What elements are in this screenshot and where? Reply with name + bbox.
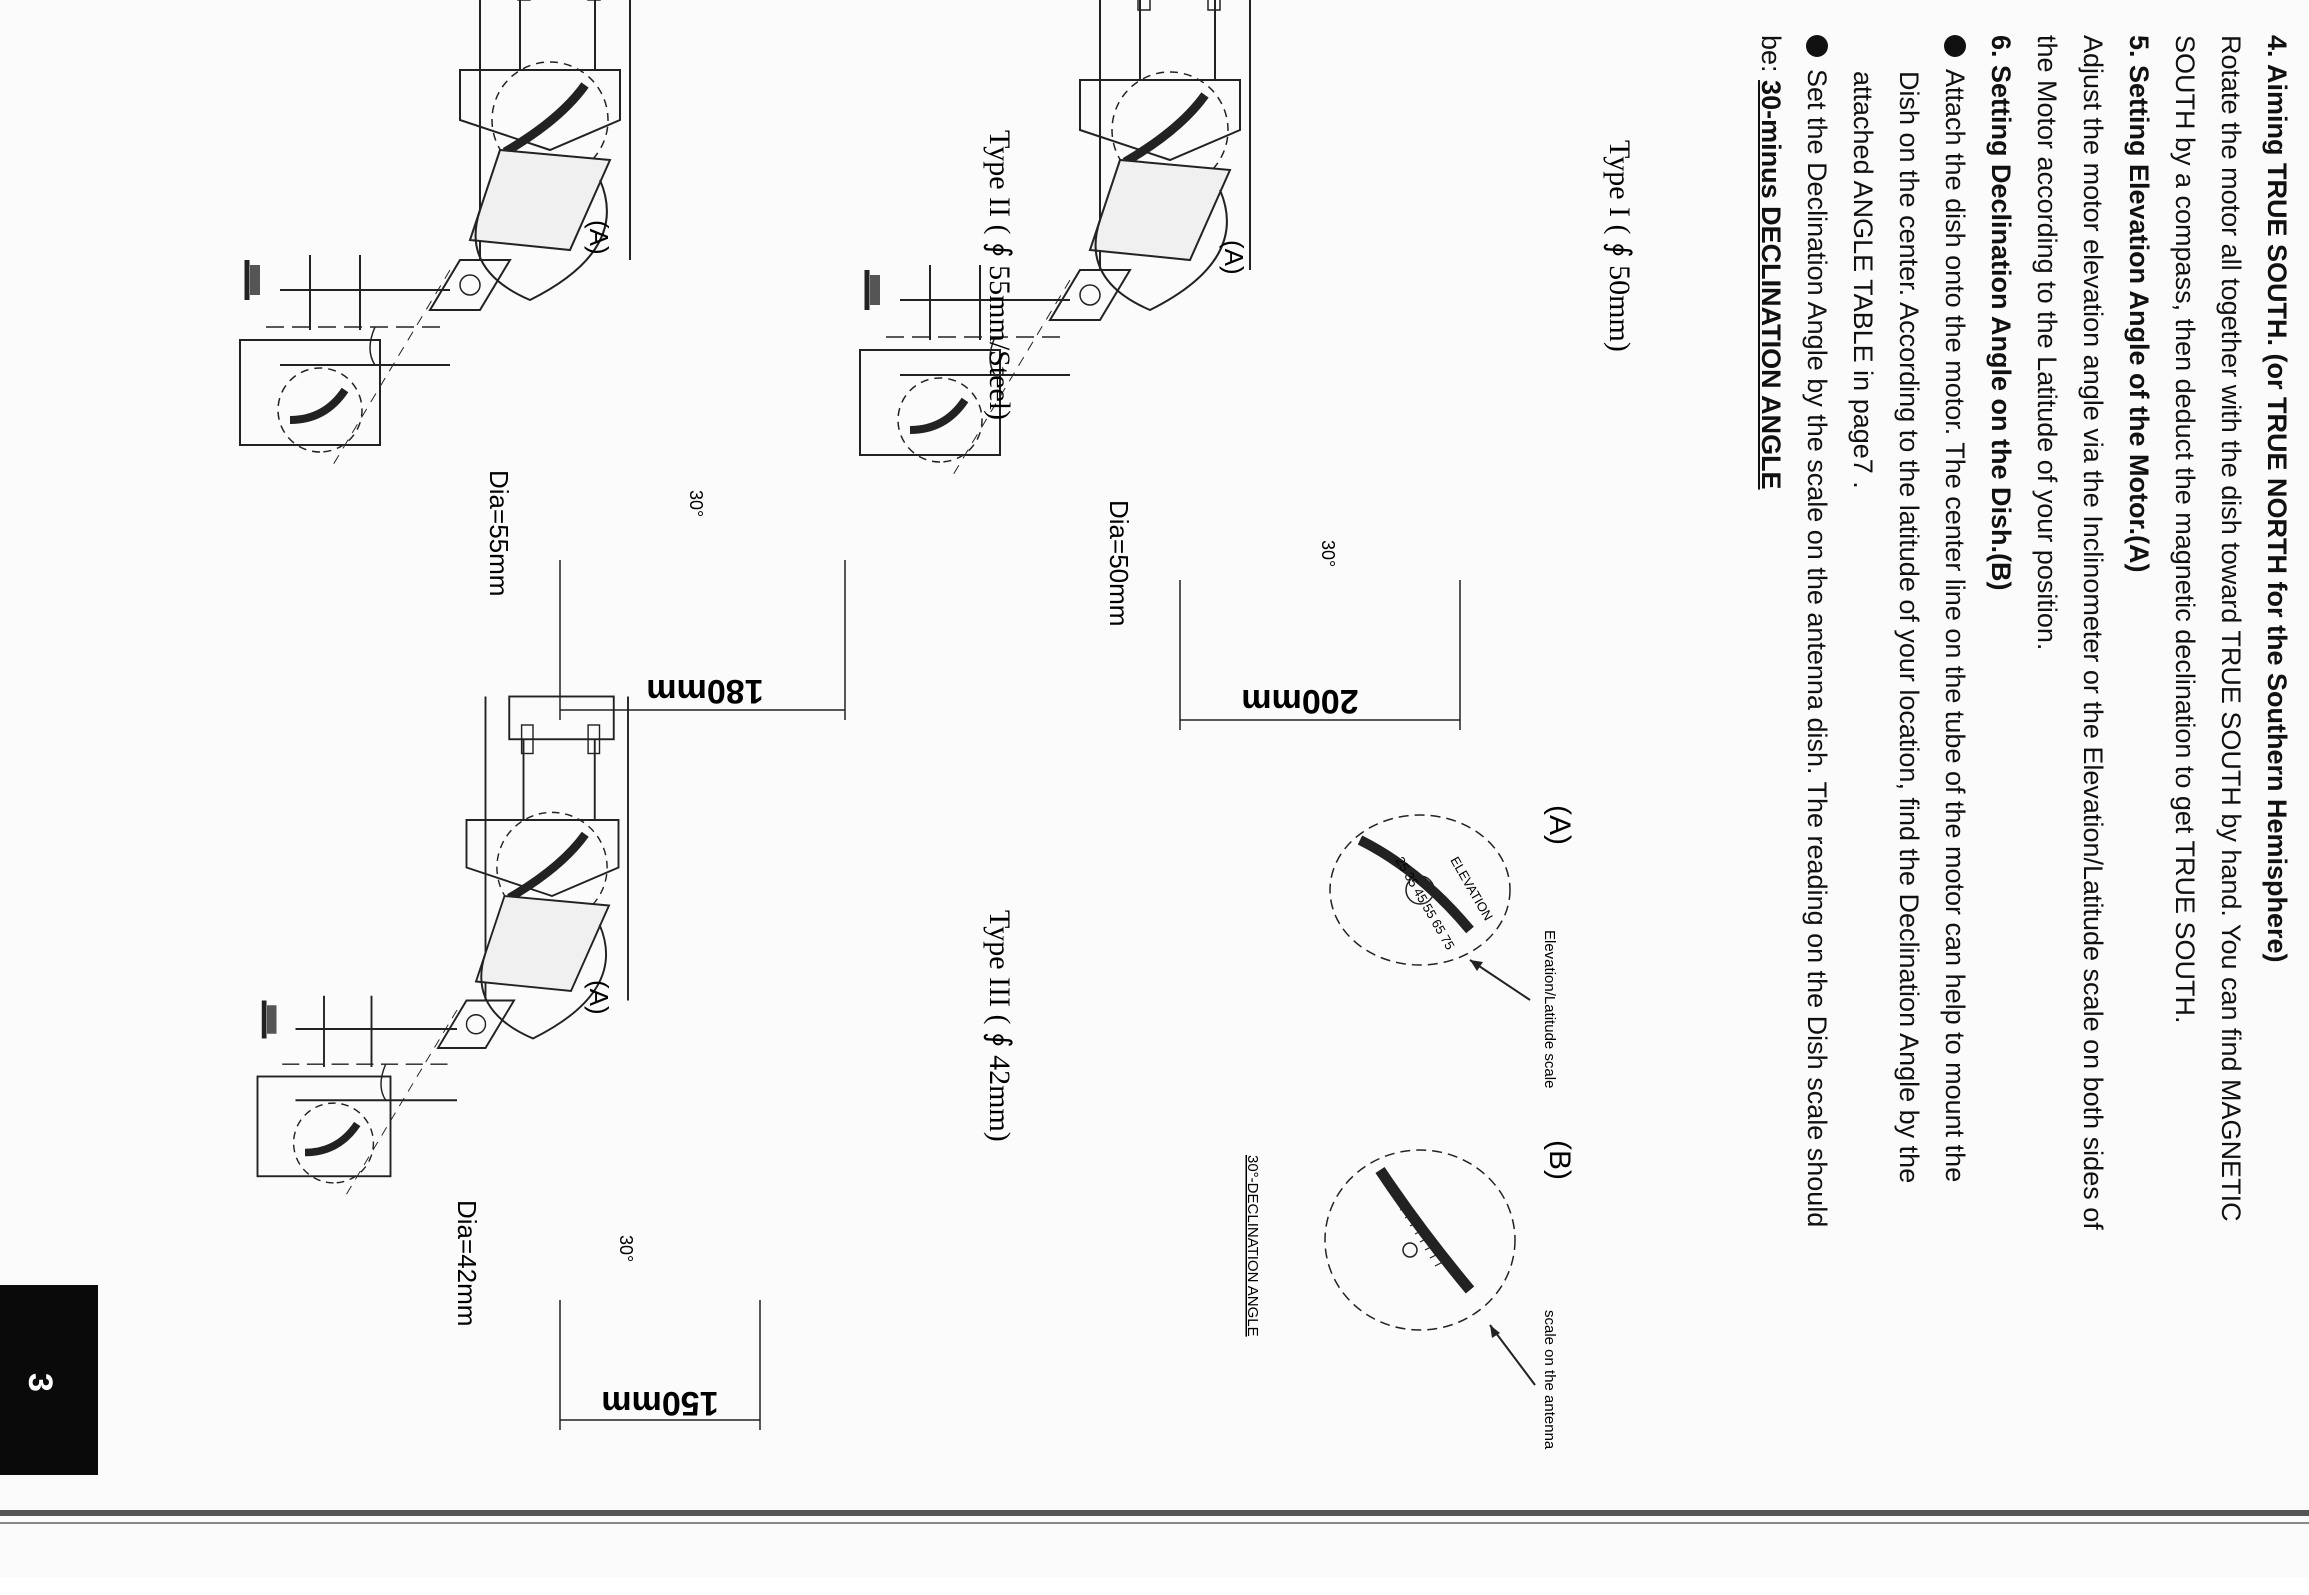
type-3-marker: (A) xyxy=(584,980,614,1015)
type-2-caption: Type II ( ∮ 55mm/Steel) xyxy=(983,130,1016,421)
type-3-angle: 30° xyxy=(616,1235,636,1263)
detail-b-note: 30°-DECLINATION ANGLE xyxy=(1244,1155,1261,1337)
type-2-dia: Dia=55mm xyxy=(484,470,514,597)
detail-a-scale-word: ELEVATION xyxy=(1447,854,1496,924)
bullet-1-line: Dish on the center. According to the latitude of your location, find the Declination Angle by the xyxy=(1894,71,1924,1184)
bullet-1-line: attached ANGLE TABLE in page7 . xyxy=(1848,71,1878,489)
page-number: 3 xyxy=(20,1373,59,1392)
page-number-tab xyxy=(0,1285,98,1475)
type-1-length: 200mm xyxy=(1241,682,1359,720)
type-2-length: 180mm xyxy=(646,672,764,710)
type-3-length: 150mm xyxy=(601,1384,719,1422)
type-1-marker: (A) xyxy=(1219,240,1249,275)
bullet-2-line: be: xyxy=(1756,35,1786,81)
section-5-line: Adjust the motor elevation angle via the Inclinometer or the Elevation/Latitude scale on both sides of xyxy=(2078,35,2108,1230)
bullet-1-line: Attach the dish onto the motor. The center line on the tube of the motor can help to mount the xyxy=(1940,69,1970,1183)
type-3-caption: Type III ( ∮ 42mm) xyxy=(983,910,1016,1142)
page-edge xyxy=(0,1510,2309,1516)
bullet-2-line: Set the Declination Angle by the scale on the antenna dish. The reading on the Dish scale should xyxy=(1802,69,1832,1228)
type-2-angle: 30° xyxy=(686,490,706,518)
section-4-line: SOUTH by a compass, then deduct the magnetic declination to get TRUE SOUTH. xyxy=(2170,35,2200,1024)
section-4-line: Rotate the motor all together with the dish toward TRUE SOUTH by hand. You can find MAGNETIC xyxy=(2216,35,2246,1222)
type-3-diagram xyxy=(257,697,1016,1431)
section-5-title: 5. Setting Elevation Angle of the Motor.(A) xyxy=(2124,35,2154,573)
detail-a-scale-numbers: 25 35 45 55 65 75 xyxy=(1392,854,1458,953)
type-2-diagram xyxy=(240,0,1016,720)
section-6-title: 6. Setting Declination Angle on the Dish.(B) xyxy=(1986,35,2016,591)
detail-b xyxy=(1244,1140,1576,1450)
section-5-line: the Motor according to the Latitude of your position. xyxy=(2032,35,2062,651)
type-1-diagram xyxy=(860,0,1636,730)
type-3-dia: Dia=42mm xyxy=(452,1200,482,1327)
type-1-angle: 30° xyxy=(1318,540,1338,568)
type-1-dia: Dia=50mm xyxy=(1104,500,1134,627)
detail-a-marker: (A) xyxy=(1543,805,1576,845)
section-4-title: 4. Aiming TRUE SOUTH. (or TRUE NORTH for the Southern Hemisphere) xyxy=(2262,35,2292,963)
declination-formula: 30-minus DECLINATION ANGLE xyxy=(1756,80,1786,490)
type-2-marker: (A) xyxy=(584,220,614,255)
detail-b-callout: scale on the antenna xyxy=(1541,1310,1558,1450)
type-1-caption: Type I ( ∮ 50mm) xyxy=(1603,140,1636,352)
page-edge xyxy=(0,1522,2309,1524)
detail-b-marker: (B) xyxy=(1543,1140,1576,1180)
detail-a xyxy=(1330,805,1576,1088)
detail-a-callout: Elevation/Latitude scale xyxy=(1541,930,1558,1089)
